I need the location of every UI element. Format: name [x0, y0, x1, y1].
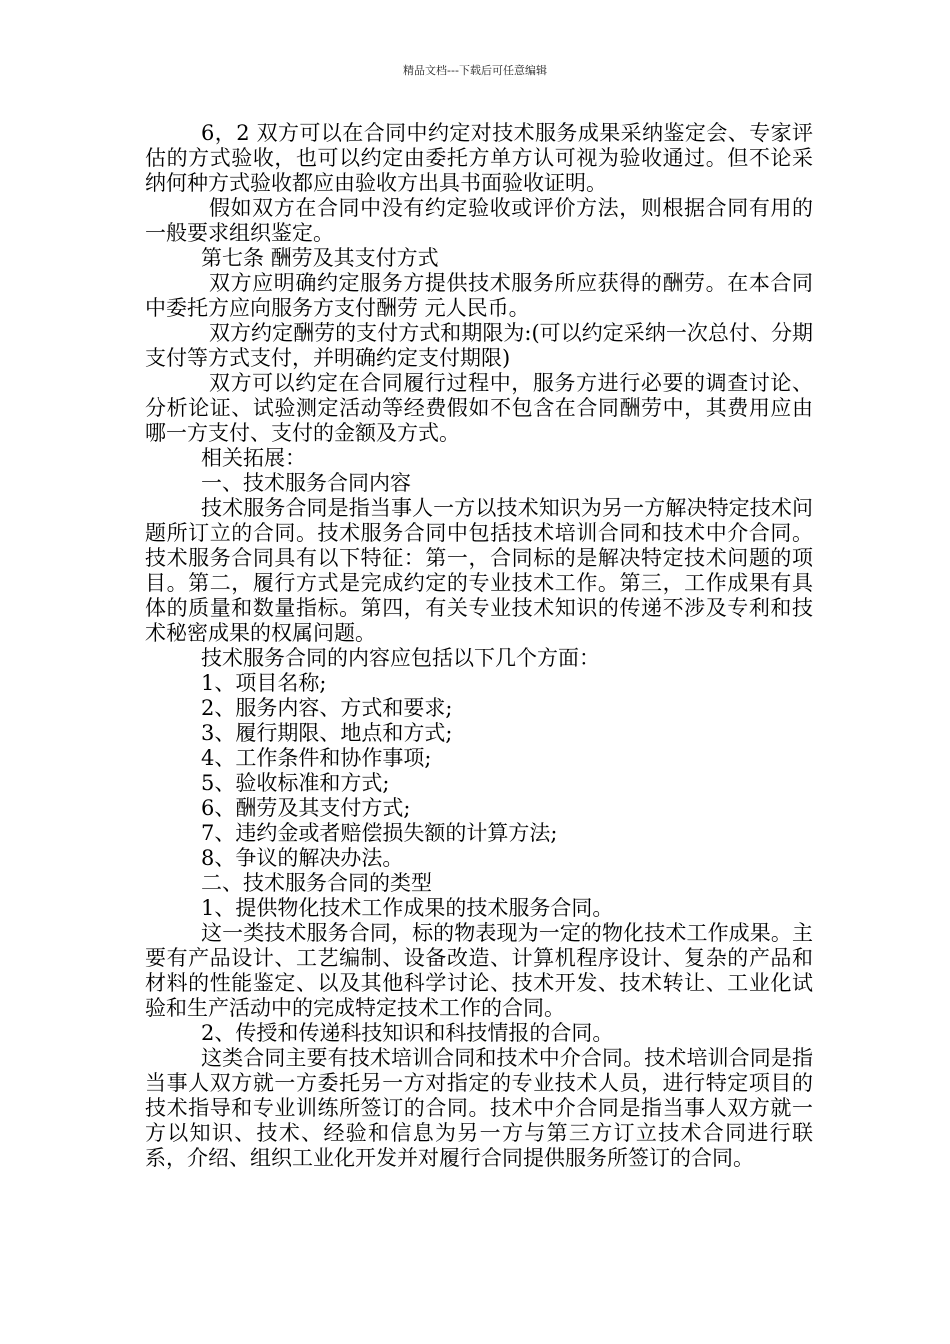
list-item: 4、工作条件和协作事项; — [201, 746, 432, 770]
list-item: 3、履行期限、地点和方式; — [201, 721, 453, 745]
list-item: 2、服务内容、方式和要求; — [201, 696, 453, 720]
paragraph-expenses: 双方可以约定在合同履行过程中，服务方进行必要的调查讨论、分析论证、试验测定活动等经费假如不包含在合同酬劳中，其费用应由哪一方支付、支付的金额及方式。 — [145, 371, 813, 445]
list-item: 5、验收标准和方式; — [201, 771, 390, 795]
type-1-heading: 1、提供物化技术工作成果的技术服务合同。 — [201, 896, 614, 920]
paragraph-contents-intro: 技术服务合同的内容应包括以下几个方面： — [201, 646, 600, 670]
list-item: 6、酬劳及其支付方式; — [201, 796, 411, 820]
paragraph-type-1-description: 这一类技术服务合同，标的物表现为一定的物化技术工作成果。主要有产品设计、工艺编制、设备改造、计算机程序设计、复杂的产品和材料的性能鉴定、以及其他科学讨论、技术开发、技术转让、工业化试验和生产活动中的完成特定技术工作的合同。 — [145, 921, 813, 1020]
section-1-heading: 一、技术服务合同内容 — [201, 471, 411, 495]
paragraph-type-2-description: 这类合同主要有技术培训合同和技术中介合同。技术培训合同是指当事人双方就一方委托另一方对指定的专业技术人员，进行特定项目的技术指导和专业训练所签订的合同。技术中介合同是指当事人双方就一方以知识、技术、经验和信息为另一方与第三方订立技术合同进行联系，介绍、组织工业化开发并对履行合同提供服务所签订的合同。 — [145, 1046, 813, 1170]
paragraph-payment-terms: 双方约定酬劳的支付方式和期限为:(可以约定采纳一次总付、分期支付等方式支付，并明确约定支付期限) — [145, 321, 813, 370]
list-item: 1、项目名称; — [201, 671, 327, 695]
section-2-heading: 二、技术服务合同的类型 — [201, 871, 432, 895]
list-item: 8、争议的解决办法。 — [201, 846, 404, 870]
paragraph-acceptance-method: 6，2 双方可以在合同中约定对技术服务成果采纳鉴定会、专家评估的方式验收，也可以约定由委托方单方认可视为验收通过。但不论采纳何种方式验收都应由验收方出具书面验收证明。 — [145, 121, 813, 195]
list-item: 7、违约金或者赔偿损失额的计算方法; — [201, 821, 558, 845]
section-extension-heading: 相关拓展： — [201, 446, 306, 470]
paragraph-remuneration: 双方应明确约定服务方提供技术服务所应获得的酬劳。在本合同中委托方应向服务方支付酬劳 元人民币。 — [145, 271, 813, 320]
document-body — [145, 121, 813, 1171]
page-header: 精品文档---下载后可任意编辑 — [403, 64, 547, 77]
type-2-heading: 2、传授和传递科技知识和科技情报的合同。 — [201, 1021, 614, 1045]
paragraph-acceptance-default: 假如双方在合同中没有约定验收或评价方法，则根据合同有用的一般要求组织鉴定。 — [145, 196, 813, 245]
article-7-heading: 第七条 酬劳及其支付方式 — [201, 246, 439, 270]
paragraph-contract-definition: 技术服务合同是指当事人一方以技术知识为另一方解决特定技术问题所订立的合同。技术服务合同中包括技术培训合同和技术中介合同。技术服务合同具有以下特征：第一，合同标的是解决特定技术问题的项目。第二，履行方式是完成约定的专业技术工作。第三，工作成果有具体的质量和数量指标。第四，有关专业技术知识的传递不涉及专利和技术秘密成果的权属问题。 — [145, 496, 813, 645]
